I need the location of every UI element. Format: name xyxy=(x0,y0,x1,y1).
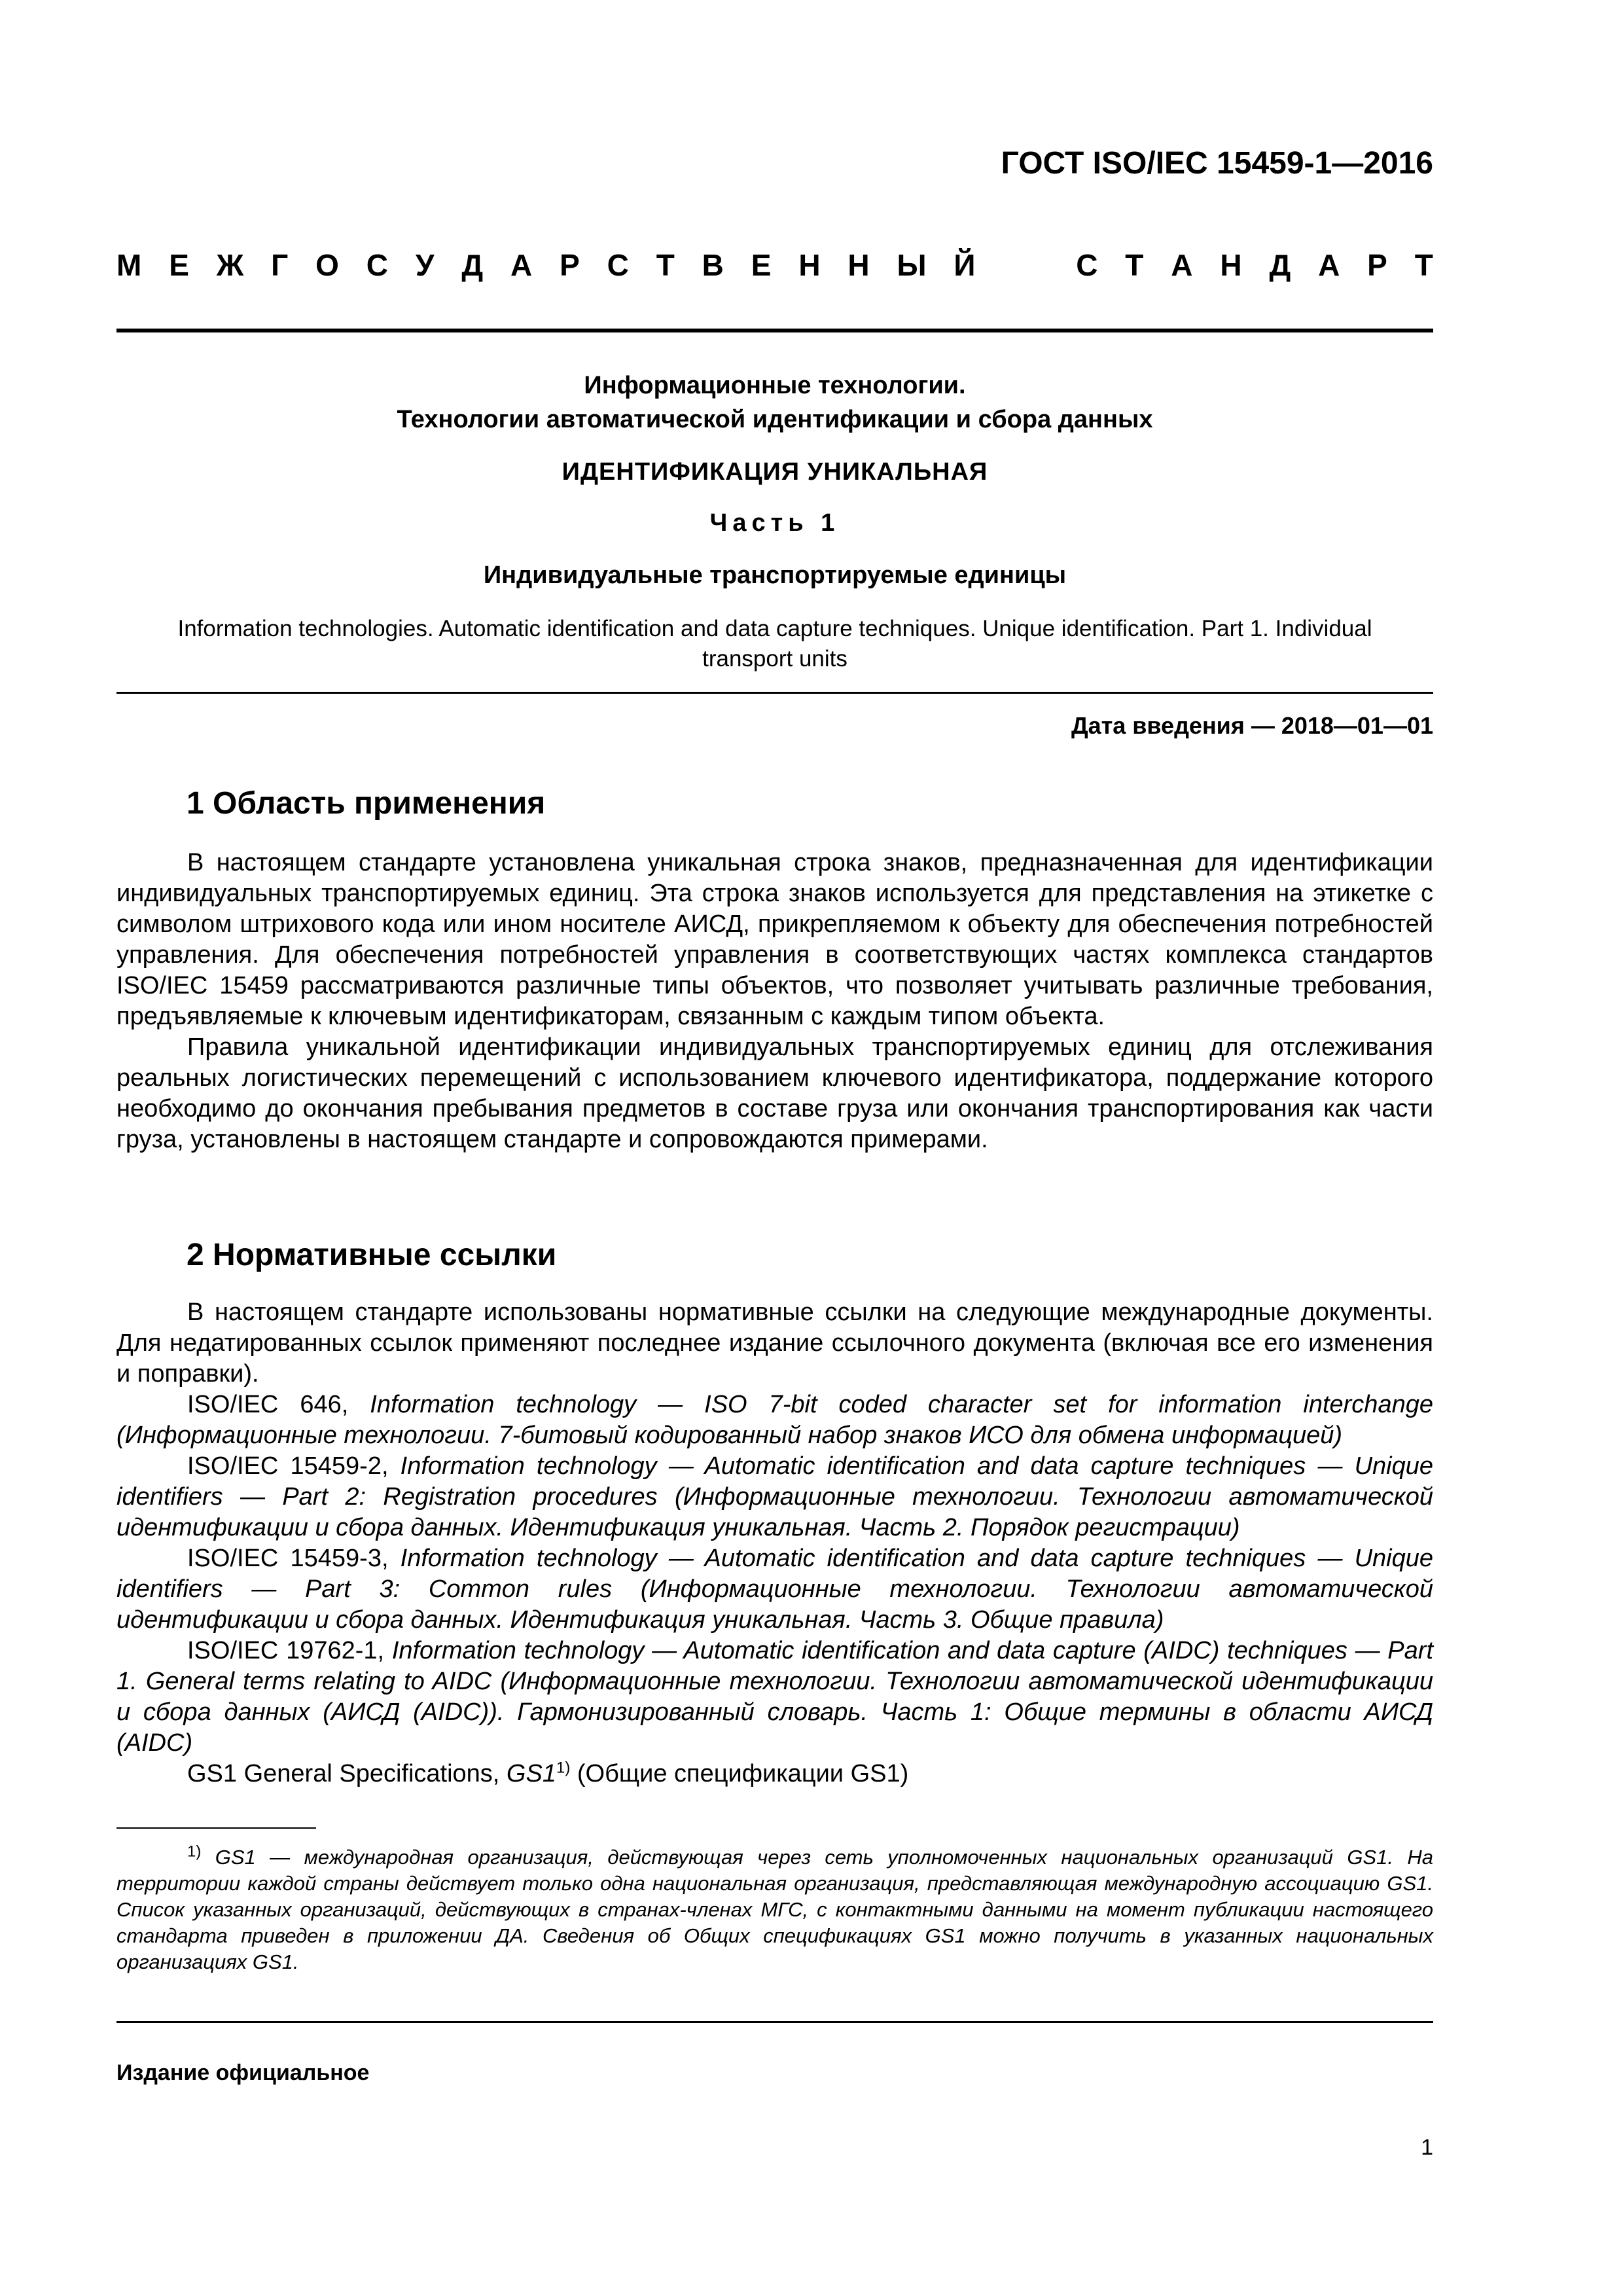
footnote-ref: 1) xyxy=(556,1759,571,1777)
section-1-heading: 1 Область применения xyxy=(187,786,546,821)
section-1-paragraph-1: В настоящем стандарте установлена уникальная строка знаков, предназначенная для идентификации индивидуальных транспортируемых единиц. Эта строка знаков используется для представления на этикетке с символом штрихового кода или ином носителе АИСД, прикрепляемом к объекту для обеспечения потребностей управления. Для обеспечения потребностей управления в соответствующих частях комплекса стандартов ISO/IEC 15459 рассматриваются различные типы объектов, что позволяет учитывать различные требования, предъявляемые к ключевым идентификаторам, связанным с каждым типом объекта. xyxy=(116,849,1433,1030)
interstate-standard-banner: М Е Ж Г О С У Д А Р С Т В Е Н Н Ы Й С Т А Н Д А Р Т xyxy=(116,248,1433,282)
section-1-paragraph-2: Правила уникальной идентификации индивидуальных транспортируемых единиц для отслеживания реальных логистических перемещений с использованием ключевого идентификатора, поддержание которого необходимо до окончания пребывания предметов в составе груза или окончания транспортирования как части груза, установлены в настоящем стандарте и сопровождаются примерами. xyxy=(116,1033,1433,1153)
reference-item: ISO/IEC 15459-3, Information technology — Automatic identification and data capture techniques — Unique identifiers — Part 3: Common rules (Информационные технологии. Технологии автоматической идентификации и сбора данных. Идентификация уникальная. Часть 3. Общие правила) xyxy=(116,1545,1433,1634)
title-caps: ИДЕНТИФИКАЦИЯ УНИКАЛЬНАЯ xyxy=(562,458,988,486)
section-2-heading: 2 Нормативные ссылки xyxy=(187,1238,557,1272)
title-part: Часть 1 xyxy=(709,509,840,537)
reference-item: ISO/IEC 19762-1, Information technology — Automatic identification and data capture (AIDC) techniques — Part 1. General terms relating to AIDC (Информационные технологии. Технологии автоматической идентификации и сбора данных (АИСД (AIDC)). Гармонизированный словарь. Часть 1: Общие термины в области АИСД (AIDC) xyxy=(116,1637,1433,1757)
section-2-intro: В настоящем стандарте использованы нормативные ссылки на следующие международные документы. Для недатированных ссылок применяют последнее издание ссылочного документа (включая все его изменения и поправки). xyxy=(116,1299,1433,1388)
section-2-body xyxy=(116,1297,1433,1789)
title-subtitle: Индивидуальные транспортируемые единицы xyxy=(483,562,1067,589)
reference-item-gs1: GS1 General Specifications, GS1$^{1)}$ (Общие спецификации GS1) xyxy=(187,1759,909,1787)
reference-item: ISO/IEC 15459-2, Information technology — Automatic identification and data capture techniques — Unique identifiers — Part 2: Registration procedures (Информационные технологии. Технологии автоматической идентификации и сбора данных. Идентификация уникальная. Часть 2. Порядок регистрации) xyxy=(116,1452,1433,1541)
english-title: Information technologies. Automatic identification and data capture techniques. Unique identification. Part 1. Individual transport units xyxy=(177,616,1372,672)
document-code: ГОСТ ISO/IEC 15459-1—2016 xyxy=(1001,146,1433,181)
page-number: 1 xyxy=(1421,2135,1433,2160)
footnote-rule xyxy=(116,1827,316,1829)
title-rule xyxy=(116,692,1433,694)
section-1-body xyxy=(116,848,1433,1155)
official-edition-label: Издание официальное xyxy=(116,2060,370,2085)
footer-rule xyxy=(116,2021,1433,2023)
footnote: $^{1)}$ GS1 — международная организация, действующая через сеть уполномоченных национальных организаций GS1. На территории каждой страны действует только одна национальная организация, представляющая международную ассоциацию GS1. Список указанных организаций, действующих в странах-членах МГС, с контактными данными на момент публикации настоящего стандарта приведен в приложении ДА. Сведения об Общих спецификациях GS1 можно получить в указанных национальных организациях GS1. xyxy=(116,1842,1433,1973)
reference-item: ISO/IEC 646, Information technology — ISO 7-bit coded character set for information interchange (Информационные технологии. 7-битовый кодированный набор знаков ИСО для обмена информацией) xyxy=(116,1391,1433,1449)
title-line-1: Информационные технологии. xyxy=(584,372,966,399)
title-line-2: Технологии автоматической идентификации и сбора данных xyxy=(397,406,1153,433)
introduction-date: Дата введения — 2018—01—01 xyxy=(1071,712,1433,739)
header-rule xyxy=(116,329,1433,332)
